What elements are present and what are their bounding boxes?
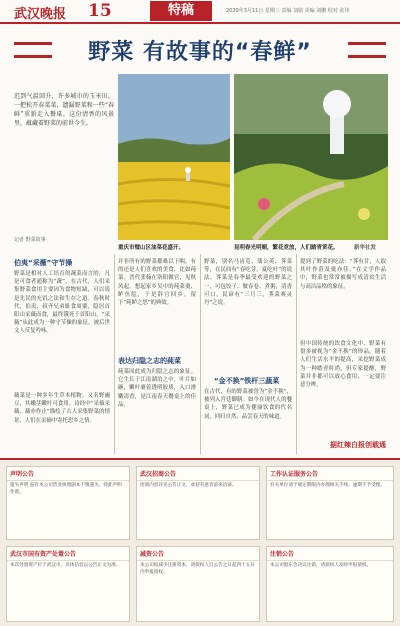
ad-title: 工作认证服务公告: [267, 467, 393, 481]
ad-body: 有关单位请于规定期限内办理相关手续，逾期不予受理。: [270, 483, 385, 488]
main-headline: 野菜 有故事的“春鲜”: [88, 39, 312, 65]
classified-ads-band: [0, 458, 400, 626]
photo-credit: 新华社发: [354, 245, 377, 251]
ad-notice: [266, 546, 394, 622]
article-column-3: 并非所有的野菜都难以下咽，有的还是人们喜欢的美食，比如莼菜。晋代张翰在洛阳做官，见秋风起，想起家乡吴中的莼菜羹、鲈鱼脍，于是辞官回乡，留下“莼鲈之思”的典故。: [118, 259, 196, 307]
issue-line: 2020年3月11日 星期三 责编 刘婧 美编 刘鹏 校对 张伟: [226, 8, 350, 14]
ad-notice: [266, 466, 394, 540]
ad-body: 招商内容详见公告正文，欢迎有意者前来洽谈。: [140, 483, 237, 488]
caption-left: 重庆市璧山区油菜花盛开。: [118, 245, 185, 251]
page-number: 15: [88, 1, 112, 21]
photo-rapeseed-image: [118, 74, 230, 240]
column-divider: [200, 254, 201, 454]
byline-note: 记者 野菜故事: [14, 237, 46, 243]
section-tag: 特稿: [150, 1, 212, 21]
ad-body: 本公司股东会决议注销，请债权人及时申报债权。: [270, 563, 372, 568]
ad-notice: [6, 466, 130, 540]
article-column-5: 野菜，别名马齿苋、蒲公英、荠菜等，在民间有“春吃芽，夏吃叶”的说法。荠菜是春季最受欢迎的野菜之一，可包饺子、做春卷、煮粥，清香可口，民谚有“三月三，荠菜赛灵丹”之说。: [204, 259, 292, 307]
ad-body: 本公司拟减少注册资本，请债权人自公告之日起四十五日内申报债权。: [140, 563, 255, 575]
ad-title: 声明公告: [7, 467, 129, 481]
caption-right: 昆明春光明媚，繁花竞放，人们踏青赏花。: [234, 245, 339, 251]
article-column-8: 但中国传统的饮食文化中，野菜有很多被视为“金不换”的珍品。随着人们生活水平的提高，采挖野菜成为一种踏青时尚，但专家提醒，野菜并非都可以放心食用，一定要注意分辨。: [300, 341, 386, 389]
ad-notice: [136, 466, 260, 540]
ad-notice: [136, 546, 260, 622]
article-intro: 迟到气温回升，许多城市的玉米田，一把松开春菜菜，遗漏野菜和一些“春鲜”重新走入餐桌。这份清香的风景里，蕴藏着野菜的前世今生。: [14, 93, 114, 127]
photo-flower-garden: [234, 74, 388, 240]
ad-title: 注销公告: [267, 547, 393, 561]
article-column-2: 薇菜是一种多年生草本植物，又名野豌豆，其嫩茎嫩叶可食用。诗经中“采薇采薇，薇亦作止”描绘了古人采集野菜的情景，人们在采摘中寄托思乡之情。: [14, 393, 110, 424]
subhead-chuncai: 表达归隐之志的莼菜: [118, 357, 181, 365]
column-divider: [114, 254, 115, 454]
subhead-jinbuhuan: “金不换”铁杆三蔬菜: [214, 377, 280, 385]
subhead-caiwei: 伯夷“采薇”守节操: [14, 259, 73, 267]
ad-title: 减资公告: [137, 547, 259, 561]
article-column-4: 莼菜因此成为归隐之志的象征。它生长于江南湖泊之中，叶片如碗，嫩叶裹着透明胶质，入口滑嫩清香，是江南春天餐桌上的佳品。: [118, 369, 196, 408]
source-note: 据红辣白报创载通: [330, 441, 386, 449]
column-divider: [296, 254, 297, 454]
masthead: [0, 0, 400, 24]
ad-body: 遗失声明 兹有本公司营业执照副本不慎遗失，特此声明作废。: [10, 483, 122, 495]
photo-rapeseed-field: [118, 74, 230, 240]
ad-body: 本次处置资产位于武汉市，具体信息以公告正文为准。: [10, 563, 121, 568]
ad-title: 武汉市国有资产处置公告: [7, 547, 129, 561]
newspaper-name: 武汉晚报: [14, 7, 67, 22]
ad-notice: [6, 546, 130, 622]
ad-title: 武汉招商公告: [137, 467, 259, 481]
photo-garden-image: [234, 74, 388, 240]
article-column-6: 在古代，有的野菜被誉为“金不换”，被列入宫廷御膳。如今在现代人的餐桌上，野菜已成为健康饮食的代名词，回归自然、品尝春天的味道。: [204, 389, 292, 420]
headline-mark-left: [14, 42, 52, 58]
article-column-7: 提到了野菜的吃法：“荠有甘，人取其叶作菹及羹亦佳。”在文学作品中，野菜也常常被描写成清贫生活与高洁品格的象征。: [300, 259, 386, 290]
article-column-1: 野菜是相对人工培育的蔬菜而言的，凡是可食者通称为“蔬”，在古代，人们采集野菜食用主要因为食物短缺，可以说是先民的充饥之法和生存之道。春秋时代，伯夷、叔齐兄弟耻食周粟，隐居首阳山采薇而食，最终饿死于首阳山。“采薇”从此成为一种守节操的象征，被后世文人反复吟咏。: [14, 271, 110, 335]
headline-mark-right: [348, 42, 386, 58]
headline-row: [14, 28, 386, 72]
